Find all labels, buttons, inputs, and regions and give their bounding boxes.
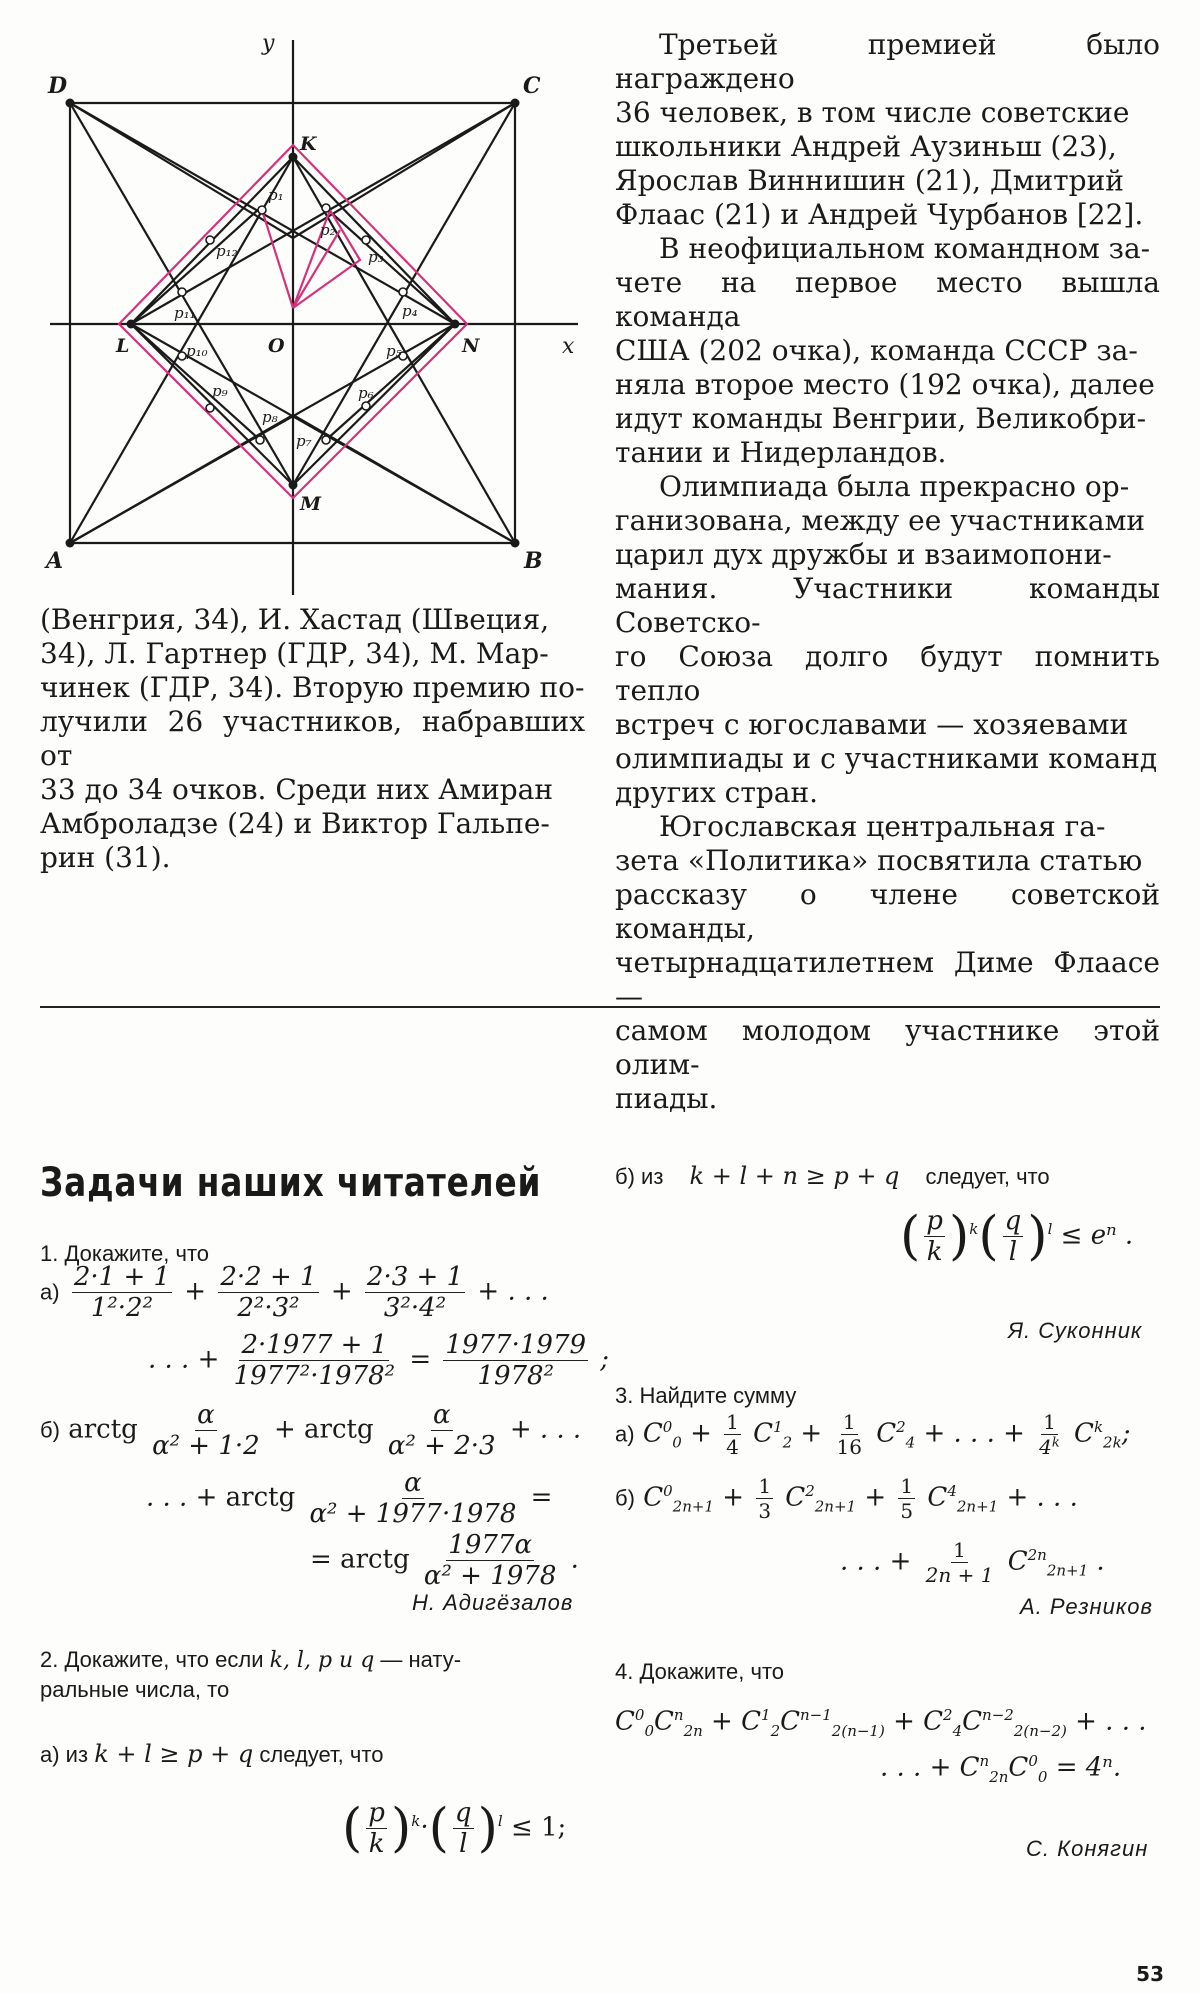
left-column-text	[40, 603, 585, 875]
p2a-rhs: ≤ 1;	[510, 1812, 567, 1843]
author-3: А. Резников	[1020, 1594, 1153, 1619]
label-l: L	[116, 335, 130, 357]
p2b-text-a: б) из	[615, 1164, 664, 1189]
label-m: M	[300, 493, 322, 515]
text-line: Ярослав Виннишин (21), Дмитрий	[615, 164, 1124, 197]
problem-2b	[615, 1162, 1050, 1191]
text-line: чете на первое место вышла команда	[615, 266, 1160, 333]
problem-2-intro	[40, 1646, 461, 1675]
problem-2a-formula: ( $\frac{p}{k}$ )$^k$·( $\frac{q}{l}$ )$^l$ ≤ 1;	[342, 1798, 567, 1859]
svg-text:p₅: p₅	[386, 342, 402, 360]
geometry-figure	[30, 20, 600, 600]
problem-4-intro: 4. Докажите, что	[615, 1659, 785, 1684]
text-line: царил дух дружбы и взаимопони-	[615, 538, 1112, 571]
left-line-7: рин (31).	[40, 841, 171, 874]
frac-den: α² + 1978	[423, 1561, 557, 1591]
p2a-condition: k + l ≥ p + q	[94, 1740, 254, 1768]
svg-text:p₂: p₂	[320, 221, 336, 239]
section-heading: Задачи наших читателей	[40, 1160, 542, 1206]
label-b: B	[524, 548, 543, 574]
label-k: K	[300, 133, 317, 155]
text-line: идут команды Венгрии, Великобри-	[615, 402, 1147, 435]
arctg-label: arctg	[68, 1414, 138, 1445]
problem-1b-label: б)	[40, 1417, 60, 1443]
author-4: С. Конягин	[1026, 1836, 1149, 1861]
problem-4-line-1: $C^0_0C^n_{2n} + C^1_2C^{n-1}_{2(n-1)} + C^2_4C^{n-2}_{2(n-2)}$ + . . .	[615, 1706, 1147, 1740]
text-line: мания. Участники команды Советско-	[615, 572, 1160, 639]
p2b-text-b: следует, что	[925, 1164, 1050, 1189]
text-line: 36 человек, в том числе советские	[615, 96, 1130, 129]
frac-num: α	[404, 1468, 422, 1498]
svg-text:p₈: p₈	[262, 408, 278, 426]
frac-den: 1²·2²	[90, 1293, 154, 1323]
arctg-label: arctg	[304, 1414, 374, 1445]
text-line: Третьей премией было награждено	[615, 28, 1160, 95]
problem-1a-line-2: . . . + $\frac{2\cdot 1977 + 1}{\text{1977²·1978²}}$ = $\frac{1977\cdot 1979}{\text{1978²}}$ ;	[148, 1330, 610, 1391]
label-d: D	[48, 73, 68, 99]
problem-2b-formula: ( $\frac{p}{k}$ )$^k$( $\frac{q}{l}$ )$^l$ ≤ eⁿ .	[900, 1206, 1134, 1267]
text-line: самом молодом участнике этой олим-	[615, 1014, 1160, 1081]
paragraph-2	[615, 232, 1160, 470]
frac-den: α² + 1·2	[152, 1431, 260, 1461]
p2-intro-a: 2. Докажите, что если	[40, 1647, 264, 1672]
frac-den: 1978²	[477, 1361, 555, 1391]
text-line: четырнадцатилетнем Диме Флаасе —	[615, 946, 1160, 1013]
p2a-text-a: а) из	[40, 1742, 89, 1767]
left-line-2: 34), Л. Гартнер (ГДР, 34), М. Мар-	[40, 637, 549, 670]
p2a-text-b: следует, что	[259, 1742, 384, 1767]
frac-num: 2·2 + 1	[220, 1262, 317, 1292]
frac-num: 2·1 + 1	[73, 1262, 171, 1292]
text-line: Югославская центральная га-	[659, 810, 1106, 843]
text-line: пиады.	[615, 1082, 718, 1115]
svg-text:p₁₁: p₁₁	[174, 304, 196, 322]
svg-text:p₆: p₆	[358, 384, 374, 402]
text-line: других стран.	[615, 776, 819, 809]
problem-1a-label: а)	[40, 1279, 60, 1305]
svg-text:p₉: p₉	[212, 382, 228, 400]
svg-text:p₇: p₇	[296, 432, 312, 450]
p2b-rhs: ≤ eⁿ .	[1060, 1220, 1134, 1251]
p2b-condition: k + l + n ≥ p + q	[689, 1162, 900, 1190]
text-line: США (202 очка), команда СССР за-	[615, 334, 1138, 367]
paragraph-1	[615, 28, 1160, 232]
problem-1b-line-2: . . . + arctg $\frac{\alpha}{\text{α² + 1977·1978}}$ =	[146, 1468, 553, 1529]
left-line-5: 33 до 34 очков. Среди них Амиран	[40, 773, 554, 806]
problem-3b-line-2: . . . + $\frac{1}{2n + 1}$ $C^{2n}_{2n+1}$ .	[840, 1538, 1105, 1587]
left-line-3: чинек (ГДР, 34). Вторую премию по-	[40, 671, 585, 704]
text-line: Олимпиада была прекрасно ор-	[659, 470, 1130, 503]
problem-3a: а) $C^0_0$ + $\frac{1}{4}$ $C^1_2$ + $\frac{1}{16}$ $C^2_4$ + . . . + $\frac{1}{4^k}$ $C^k_{2k}$;	[615, 1410, 1131, 1459]
frac-num: 1977α	[448, 1530, 533, 1560]
frac-num: α	[432, 1400, 451, 1430]
label-a: A	[46, 548, 64, 574]
text-line: олимпиады и с участниками команд	[615, 742, 1158, 775]
p2-intro-b: — нату-	[380, 1647, 462, 1672]
page-number: 53	[1136, 1962, 1164, 1986]
label-y: y	[262, 31, 275, 56]
text-line: рассказу о члене советской команды,	[615, 878, 1160, 945]
author-1: Н. Адигёзалов	[412, 1590, 574, 1615]
frac-num: 1977·1979	[445, 1330, 587, 1360]
problem-3a-label: а)	[615, 1421, 635, 1447]
text-line: встреч с югославами — хозяевами	[615, 708, 1129, 741]
problem-1-intro: 1. Докажите, что	[40, 1241, 210, 1266]
frac-num: 2·3 + 1	[366, 1262, 464, 1292]
frac-den: 3²·4²	[383, 1293, 447, 1323]
text-line: тании и Нидерландов.	[615, 436, 947, 469]
text-line: ганизована, между ее участниками	[615, 504, 1146, 537]
frac-den: α² + 1977·1978	[309, 1499, 517, 1529]
label-n: N	[462, 335, 480, 357]
svg-text:p₄: p₄	[402, 302, 418, 320]
frac-num: 2·1977 + 1	[241, 1330, 388, 1360]
right-column-text	[615, 28, 1160, 1116]
problem-3-intro: 3. Найдите сумму	[615, 1383, 797, 1408]
text-line: го Союза долго будут помнить тепло	[615, 640, 1160, 707]
text-line: школьники Андрей Аузиньш (23),	[615, 130, 1117, 163]
frac-den: 2²·3²	[237, 1293, 300, 1323]
label-x: x	[562, 334, 575, 359]
svg-text:p₁₀: p₁₀	[186, 342, 208, 360]
arctg-label: arctg	[225, 1482, 296, 1513]
problem-4-line-2: . . . + $C^n_{2n}C^0_0 = 4^n$.	[880, 1752, 1122, 1786]
label-c: C	[523, 73, 541, 99]
label-o: O	[268, 335, 285, 357]
text-line: няла второе место (192 очка), далее	[615, 368, 1155, 401]
paragraph-4	[615, 810, 1160, 1116]
problem-1b-line-3: = arctg $\frac{1977\alpha}{\text{α² + 1978}}$ .	[310, 1530, 579, 1591]
left-line-1: (Венгрия, 34), И. Хастад (Швеция,	[40, 603, 550, 636]
problem-2-intro-cont: ральные числа, то	[40, 1677, 230, 1702]
arctg-label: arctg	[340, 1544, 410, 1575]
svg-text:p₁₂: p₁₂	[216, 242, 238, 260]
p2-vars: k, l, p и q	[269, 1648, 375, 1673]
author-2: Я. Суконник	[1008, 1318, 1143, 1343]
svg-text:p₁: p₁	[268, 186, 284, 204]
text-line: В неофициальном командном за-	[659, 232, 1151, 265]
problem-2a	[40, 1740, 383, 1769]
problem-1b-line-1: б) arctg $\frac{\alpha}{\text{α² + 1·2}}$ + arctg $\frac{\alpha}{\text{α² + 2·3}}$ + . . .	[40, 1400, 582, 1461]
p4-result: = 4ⁿ.	[1055, 1752, 1122, 1783]
svg-text:p₃: p₃	[368, 248, 384, 266]
left-line-6: Амброладзе (24) и Виктор Гальпе-	[40, 807, 550, 840]
paragraph-3	[615, 470, 1160, 810]
text-line: Флаас (21) и Андрей Чурбанов [22].	[615, 198, 1144, 231]
text-line: зета «Политика» посвятила статью	[615, 844, 1143, 877]
problem-1a-line-1: а) $\frac{2\cdot 1 + 1}{\text{1²·2²}}$ + $\frac{2\cdot 2 + 1}{\text{2²·3²}}$ + $\frac{2\cdot 3 + 1}{\text{3²·4²}}$ + . . .	[40, 1262, 549, 1323]
left-line-4: лучили 26 участников, набравших от	[40, 705, 585, 772]
problem-3b-label: б)	[615, 1485, 635, 1511]
frac-den: 1977²·1978²	[233, 1361, 396, 1391]
frac-num: α	[197, 1400, 215, 1430]
section-divider	[40, 1006, 1160, 1008]
problem-3b-line-1: б) $C^0_{2n+1}$ + $\frac{1}{3}$ $C^2_{2n+1}$ + $\frac{1}{5}$ $C^4_{2n+1}$ + . . .	[615, 1474, 1078, 1523]
frac-den: α² + 2·3	[387, 1431, 496, 1461]
